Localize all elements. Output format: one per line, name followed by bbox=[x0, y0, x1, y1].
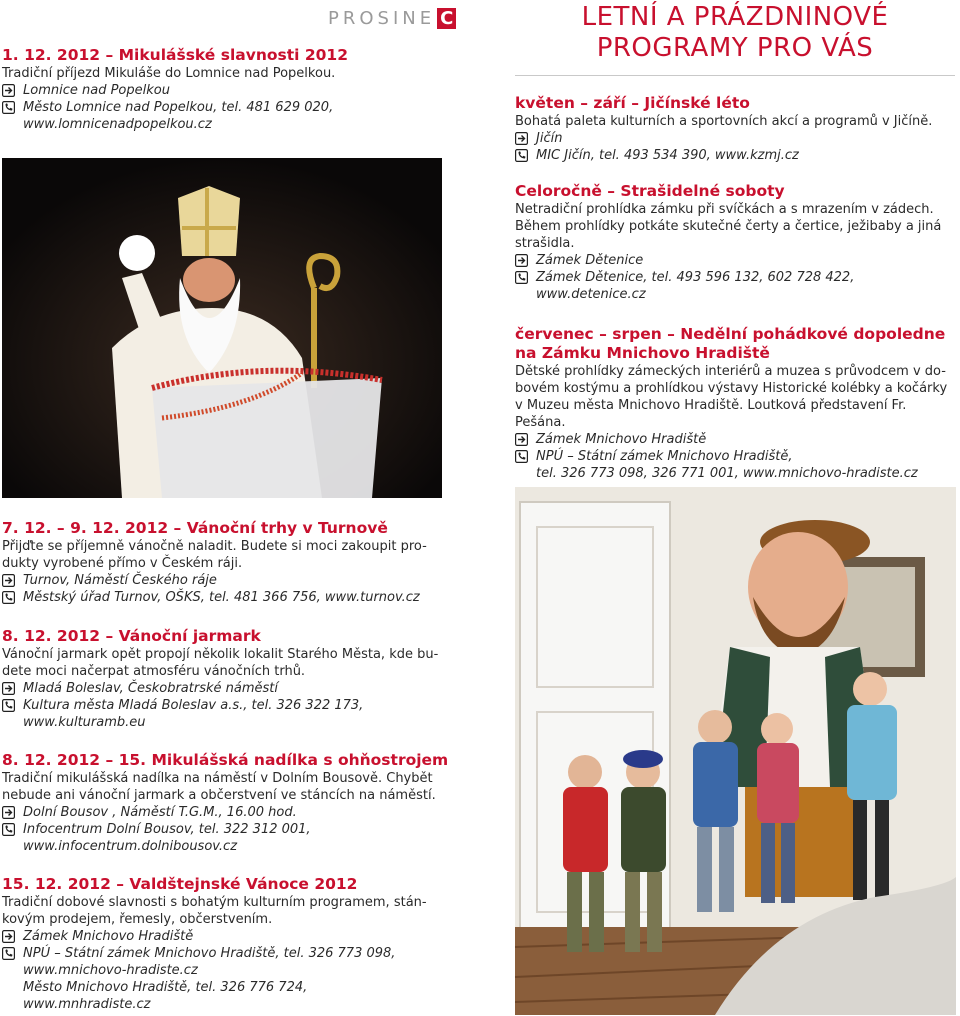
event-title: Celoročně – Strašidelné soboty bbox=[515, 182, 785, 200]
event-title: 1. 12. 2012 – Mikulášské slavnosti 2012 bbox=[2, 46, 348, 64]
event-contact-row bbox=[515, 448, 960, 482]
event-contact-row bbox=[2, 99, 442, 133]
phone-icon bbox=[515, 271, 531, 284]
phone-icon bbox=[2, 101, 18, 114]
event-contact: Zámek Dětenice, tel. 493 596 132, 602 728 422, bbox=[536, 270, 855, 285]
arrow-right-icon bbox=[2, 930, 18, 943]
event-contact-2: Město Mnichovo Hradiště, tel. 326 776 724, bbox=[23, 980, 308, 995]
event-place-row bbox=[2, 928, 452, 945]
event-desc: Tradiční dobové slavnosti s bohatým kulturním programem, stán- kovým prodejem, řemesly, občerstvením. bbox=[2, 895, 427, 927]
event-contact: MIC Jičín, tel. 493 534 390, www.kzmj.cz bbox=[536, 148, 799, 163]
event-place: Zámek Dětenice bbox=[536, 253, 644, 268]
photo-mikulas bbox=[2, 158, 442, 498]
event-jicinske-leto bbox=[515, 94, 960, 164]
event-place-row bbox=[2, 572, 452, 589]
event-place-row bbox=[2, 804, 452, 821]
event-contact-line2: tel. 326 773 098, 326 771 001, www.mnichovo-hradiste.cz bbox=[536, 466, 918, 481]
arrow-right-icon bbox=[2, 574, 18, 587]
event-place: Dolní Bousov , Náměstí T.G.M., 16.00 hod. bbox=[23, 805, 297, 820]
month-last-letter: C bbox=[437, 8, 456, 29]
phone-icon bbox=[515, 450, 531, 463]
event-title: 15. 12. 2012 – Valdštejnské Vánoce 2012 bbox=[2, 875, 358, 893]
arrow-right-icon bbox=[2, 682, 18, 695]
event-nedelni-pohadkove bbox=[515, 325, 960, 482]
event-contact-row bbox=[2, 589, 452, 606]
event-vanocni-jarmark bbox=[2, 627, 452, 731]
month-header bbox=[328, 8, 456, 29]
event-url[interactable]: www.mnichovo-hradiste.cz bbox=[23, 963, 198, 978]
arrow-right-icon bbox=[515, 433, 531, 446]
event-vanocni-trhy-turnov bbox=[2, 519, 452, 606]
arrow-right-icon bbox=[2, 806, 18, 819]
phone-icon bbox=[2, 591, 18, 604]
event-url[interactable]: www.infocentrum.dolnibousov.cz bbox=[23, 839, 238, 854]
event-contact: Kultura města Mladá Boleslav a.s., tel. 326 322 173, bbox=[23, 698, 364, 713]
event-place-row bbox=[515, 431, 960, 448]
event-place: Lomnice nad Popelkou bbox=[23, 83, 170, 98]
event-desc: Tradiční příjezd Mikuláše do Lomnice nad Popelkou. bbox=[2, 66, 336, 81]
phone-icon bbox=[2, 823, 18, 836]
event-contact-row bbox=[2, 945, 452, 1013]
event-contact: Infocentrum Dolní Bousov, tel. 322 312 001, bbox=[23, 822, 311, 837]
event-title: 8. 12. 2012 – 15. Mikulášská nadílka s ohňostrojem bbox=[2, 751, 449, 769]
arrow-right-icon bbox=[515, 132, 531, 145]
event-desc: Vánoční jarmark opět propojí několik lokalit Starého Města, kde bu- dete moci načerpat atmosféru vánočních trhů. bbox=[2, 647, 439, 679]
event-desc: Dětské prohlídky zámeckých interiérů a muzea s průvodcem v do- bovém kostýmu a prohlídkou výstavy Historické kolébky a kočárky v Muzeu města Mnichovo Hradiště. Loutková představení Fr. Pešána. bbox=[515, 364, 948, 430]
event-title-line2: na Zámku Mnichovo Hradiště bbox=[515, 344, 770, 362]
event-contact-row bbox=[2, 821, 452, 855]
photo-children-puppet bbox=[515, 487, 956, 1015]
children-puppet-illustration bbox=[515, 487, 956, 1015]
event-contact: Městský úřad Turnov, OŠKS, tel. 481 366 756, www.turnov.cz bbox=[23, 590, 420, 605]
event-place-row bbox=[2, 82, 442, 99]
event-mikulasske-slavnosti bbox=[2, 46, 442, 133]
phone-icon bbox=[515, 149, 531, 162]
arrow-right-icon bbox=[515, 254, 531, 267]
event-url-2[interactable]: www.mnhradiste.cz bbox=[23, 997, 151, 1012]
event-url[interactable]: www.lomnicenadpopelkou.cz bbox=[23, 117, 212, 132]
phone-icon bbox=[2, 947, 18, 960]
event-desc: Přijďte se příjemně vánočně naladit. Budete si moci zakoupit pro- dukty vyrobené přímo v Českém ráji. bbox=[2, 539, 427, 571]
phone-icon bbox=[2, 699, 18, 712]
event-url[interactable]: www.kulturamb.eu bbox=[23, 715, 146, 730]
event-place: Turnov, Náměstí Českého ráje bbox=[23, 573, 217, 588]
event-valdstejnske-vanoce bbox=[2, 875, 452, 1013]
event-contact: Město Lomnice nad Popelkou, tel. 481 629 020, bbox=[23, 100, 334, 115]
month-label: PROSINE bbox=[328, 8, 436, 29]
divider bbox=[515, 75, 955, 76]
arrow-right-icon bbox=[2, 84, 18, 97]
summer-programs-title: LETNÍ A PRÁZDNINOVÉ PROGRAMY PRO VÁS bbox=[581, 2, 889, 63]
event-place: Zámek Mnichovo Hradiště bbox=[23, 929, 194, 944]
event-strasidelne-soboty bbox=[515, 182, 960, 303]
event-title: červenec – srpen – Nedělní pohádkové dopoledne bbox=[515, 325, 946, 343]
mikulas-illustration bbox=[2, 158, 442, 498]
event-place: Mladá Boleslav, Českobratrské náměstí bbox=[23, 681, 278, 696]
event-place-row bbox=[515, 252, 960, 269]
event-title: 8. 12. 2012 – Vánoční jarmark bbox=[2, 627, 261, 645]
event-desc: Netradiční prohlídka zámku při svíčkách a s mrazením v zádech. Během prohlídky potkáte skutečné čerty a čertice, ježibaby a jiná strašidla. bbox=[515, 202, 942, 251]
event-contact-row bbox=[2, 697, 452, 731]
event-contact: NPÚ – Státní zámek Mnichovo Hradiště, tel. 326 773 098, bbox=[23, 946, 396, 961]
event-contact-row bbox=[515, 269, 960, 303]
event-place: Jičín bbox=[536, 131, 563, 146]
event-place-row bbox=[2, 680, 452, 697]
event-contact-row bbox=[515, 147, 960, 164]
event-url[interactable]: www.detenice.cz bbox=[536, 287, 646, 302]
event-title: květen – září – Jičínské léto bbox=[515, 94, 750, 112]
event-mikulasska-nadilka bbox=[2, 751, 452, 855]
event-contact: NPÚ – Státní zámek Mnichovo Hradiště, bbox=[536, 449, 793, 464]
event-title: 7. 12. – 9. 12. 2012 – Vánoční trhy v Turnově bbox=[2, 519, 388, 537]
event-place-row bbox=[515, 130, 960, 147]
event-desc: Tradiční mikulášská nadílka na náměstí v Dolním Bousově. Chybět nebude ani vánoční jarmark a občerstvení ve stáncích na náměstí. bbox=[2, 771, 436, 803]
event-place: Zámek Mnichovo Hradiště bbox=[536, 432, 707, 447]
event-desc: Bohatá paleta kulturních a sportovních akcí a programů v Jičíně. bbox=[515, 114, 933, 129]
